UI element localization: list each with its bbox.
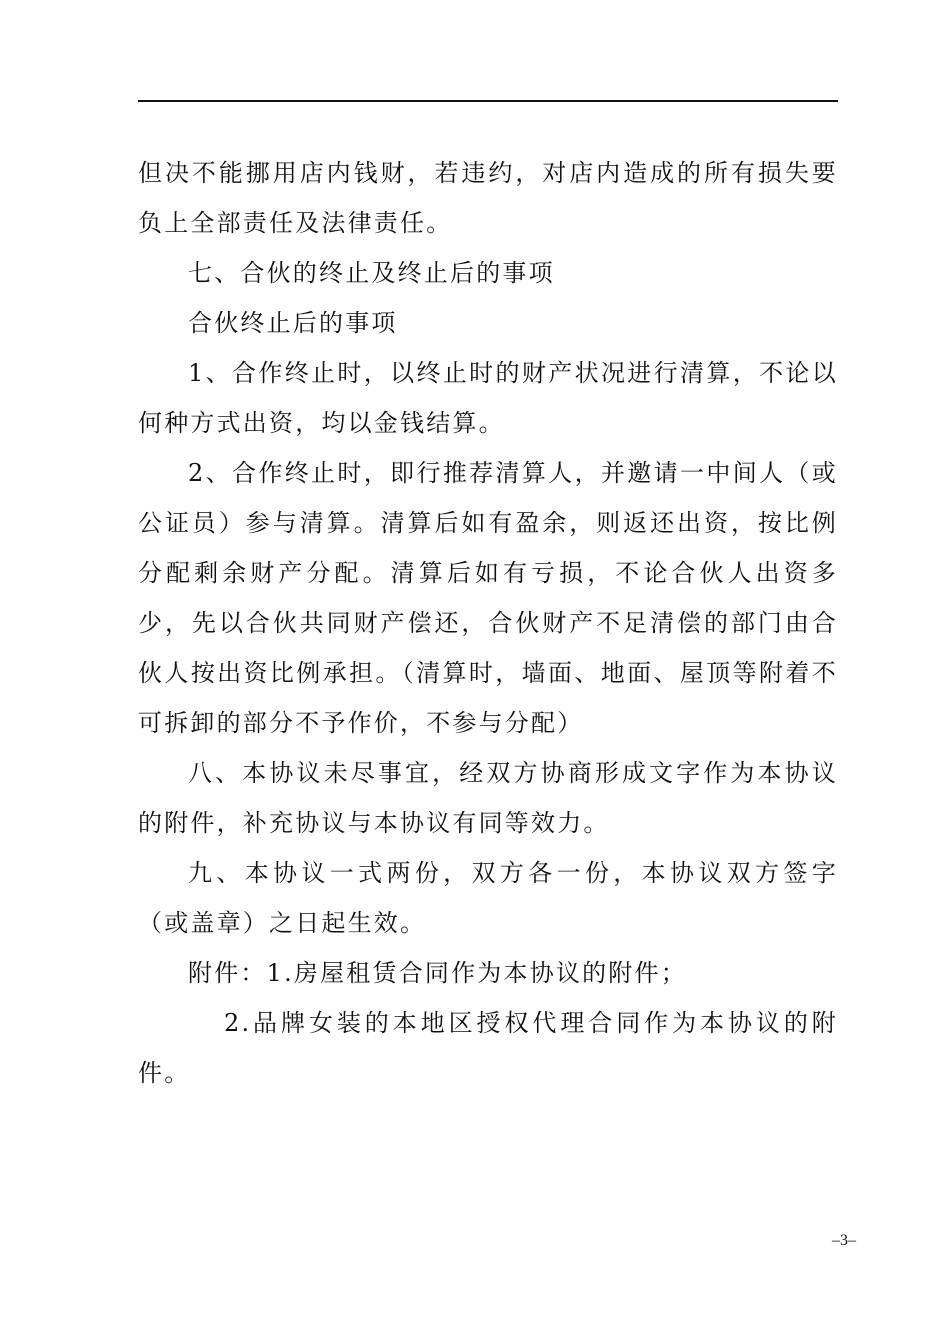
header-rule bbox=[138, 100, 838, 102]
clause-2: 2、合作终止时，即行推荐清算人，并邀请一中间人（或公证员）参与清算。清算后如有盈余，则返还出资，按比例分配剩余财产分配。清算后如有亏损，不论合伙人出资多少，先以合伙共同财产偿还，合伙财产不足清偿的部门由合伙人按出资比例承担。（清算时，墙面、地面、屋顶等附着不可拆卸的部分不予作价，不参与分配） bbox=[138, 459, 838, 737]
section-8: 八、本协议未尽事宜，经双方协商形成文字作为本协议的附件，补充协议与本协议有同等效力。 bbox=[138, 759, 838, 837]
document-body bbox=[138, 148, 838, 1098]
subheading-termination-matters: 合伙终止后的事项 bbox=[188, 309, 398, 337]
clause-1: 1、合作终止时，以终止时的财产状况进行清算，不论以何种方式出资，均以金钱结算。 bbox=[138, 359, 838, 437]
section-9: 九、本协议一式两份，双方各一份，本协议双方签字（或盖章）之日起生效。 bbox=[138, 859, 838, 937]
attachment-2: 2.品牌女装的本地区授权代理合同作为本协议的附件。 bbox=[138, 1009, 838, 1087]
page-number: –3– bbox=[832, 1232, 856, 1249]
section-heading-7: 七、合伙的终止及终止后的事项 bbox=[188, 259, 555, 287]
paragraph-continuation: 但决不能挪用店内钱财，若违约，对店内造成的所有损失要负上全部责任及法律责任。 bbox=[138, 159, 838, 237]
attachment-1: 附件：1.房屋租赁合同作为本协议的附件； bbox=[188, 959, 687, 987]
